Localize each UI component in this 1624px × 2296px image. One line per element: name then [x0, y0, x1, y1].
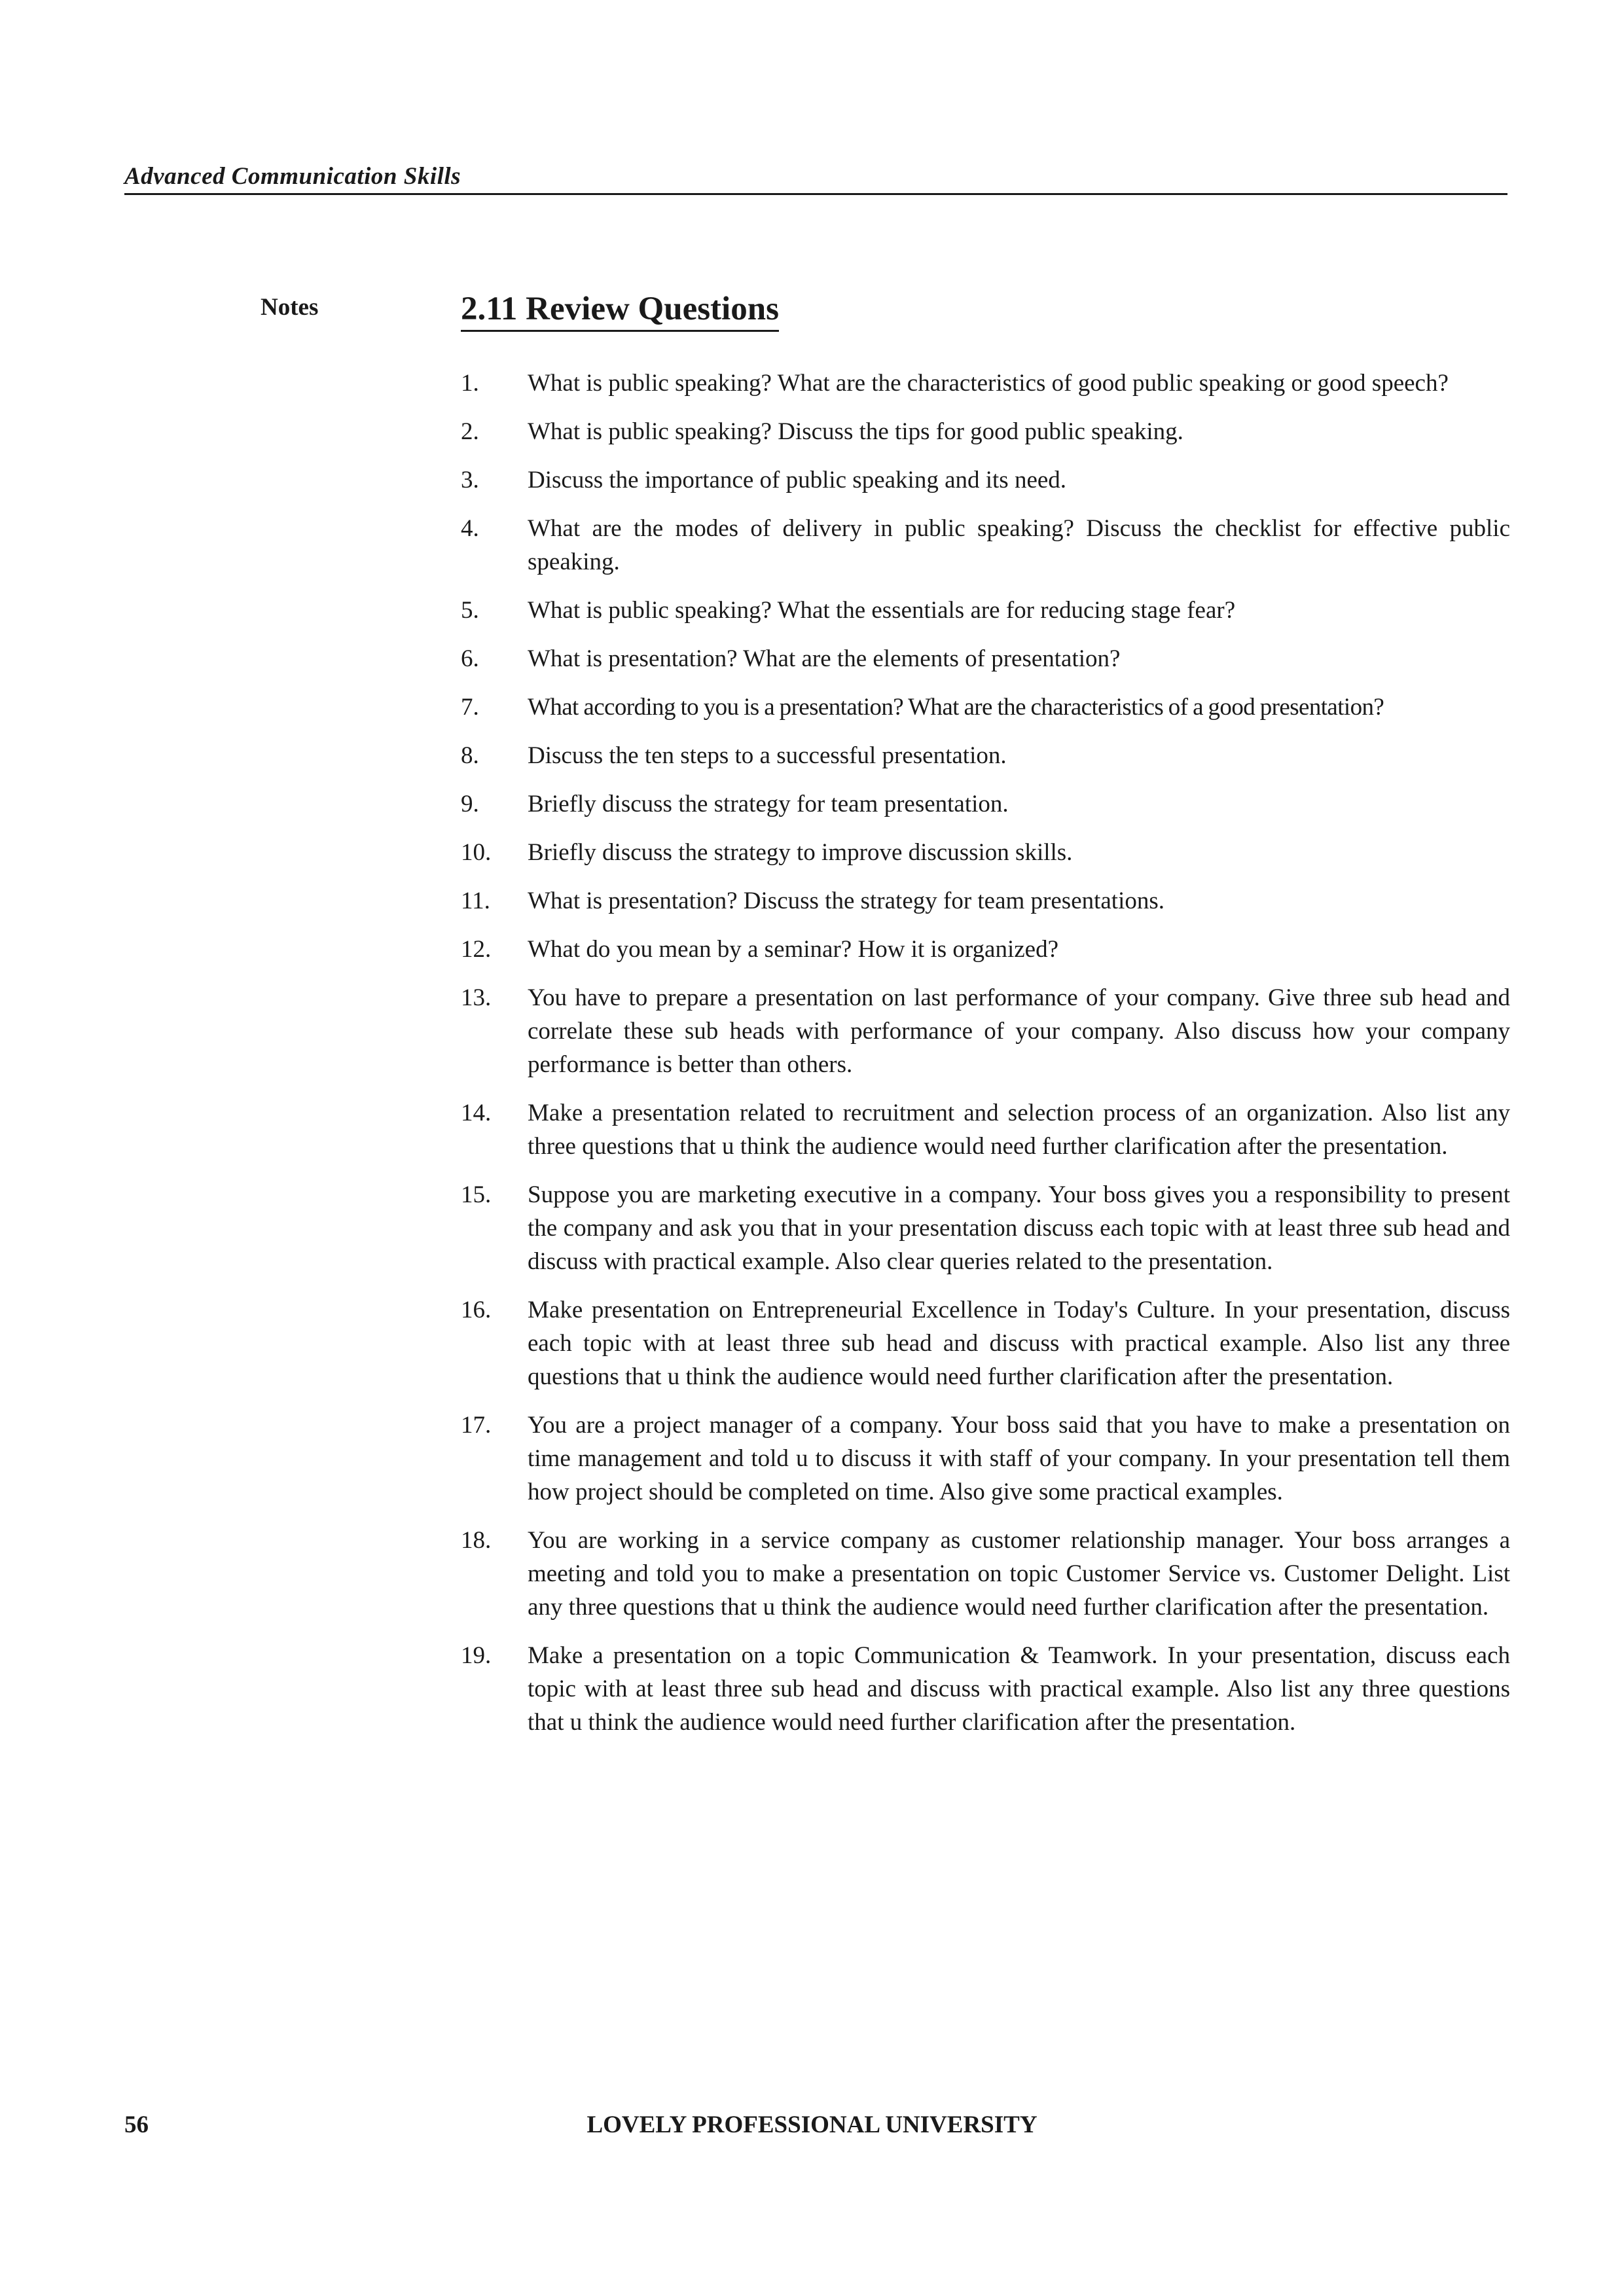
question-text: Make presentation on Entrepreneurial Excellence in Today's Culture. In your presentation, discuss each topic with at least three sub head and discuss with practical example. Also list any three questions that u think the audience would need further clarification after the presentation. — [528, 1297, 1510, 1390]
question-number: 5. — [461, 597, 479, 624]
question-number: 1. — [461, 370, 479, 397]
header-rule — [124, 193, 1507, 195]
question-number: 6. — [461, 645, 479, 672]
page-number: 56 — [124, 2111, 149, 2138]
question-number: 7. — [461, 694, 479, 721]
question-number: 3. — [461, 467, 479, 493]
margin-note-label: Notes — [261, 294, 319, 321]
question-text: What is public speaking? What the essentials are for reducing stage fear? — [528, 597, 1236, 624]
question-item — [461, 463, 1510, 497]
review-questions-list — [461, 367, 1510, 1754]
question-number: 18. — [461, 1527, 492, 1554]
question-item — [461, 594, 1510, 627]
footer-publisher: LOVELY PROFESSIONAL UNIVERSITY — [586, 2111, 1038, 2138]
question-item — [461, 884, 1510, 918]
question-item — [461, 512, 1510, 579]
question-text: What is presentation? What are the elements of presentation? — [528, 645, 1121, 672]
question-number: 16. — [461, 1297, 492, 1323]
question-text: Discuss the ten steps to a successful presentation. — [528, 742, 1007, 769]
question-item — [461, 415, 1510, 448]
question-number: 9. — [461, 791, 479, 817]
question-item — [461, 1293, 1510, 1393]
question-number: 8. — [461, 742, 479, 769]
question-item — [461, 739, 1510, 772]
question-text: What do you mean by a seminar? How it is organized? — [528, 936, 1059, 963]
question-item — [461, 1178, 1510, 1278]
question-text: Discuss the importance of public speaking and its need. — [528, 467, 1067, 493]
question-item — [461, 367, 1510, 400]
question-item — [461, 981, 1510, 1081]
question-text: Briefly discuss the strategy to improve discussion skills. — [528, 839, 1073, 866]
question-text: You are working in a service company as customer relationship manager. Your boss arranges a meeting and told you to make a presentation on topic Customer Service vs. Customer Delight. List any three questions that u think the audience would need further clarification after the presentation. — [528, 1527, 1510, 1621]
section-title: 2.11 Review Questions — [461, 291, 779, 332]
question-item — [461, 787, 1510, 821]
question-text: You are a project manager of a company. Your boss said that you have to make a presentation on time management and told u to discuss it with staff of your company. In your presentation tell them how project should be completed on time. Also give some practical examples. — [528, 1412, 1510, 1505]
question-text: What are the modes of delivery in public speaking? Discuss the checklist for effective public speaking. — [528, 515, 1510, 575]
question-text: Make a presentation on a topic Communication & Teamwork. In your presentation, discuss each topic with at least three sub head and discuss with practical example. Also list any three questions that u think the audience would need further clarification after the presentation. — [528, 1642, 1510, 1736]
question-item — [461, 642, 1510, 675]
question-number: 15. — [461, 1181, 492, 1208]
question-text: Make a presentation related to recruitment and selection process of an organization. Also list any three questions that u think the audience would need further clarification after the presentation. — [528, 1100, 1510, 1160]
question-number: 17. — [461, 1412, 492, 1439]
question-number: 10. — [461, 839, 492, 866]
question-text: What is public speaking? What are the characteristics of good public speaking or good speech? — [528, 370, 1449, 397]
question-item — [461, 1096, 1510, 1163]
running-header-title: Advanced Communication Skills — [124, 163, 461, 190]
question-item — [461, 836, 1510, 869]
question-item — [461, 1408, 1510, 1509]
question-item — [461, 1639, 1510, 1739]
question-text: What is public speaking? Discuss the tips for good public speaking. — [528, 418, 1183, 445]
question-text: You have to prepare a presentation on last performance of your company. Give three sub head and correlate these sub heads with performance of your company. Also discuss how your company performance is better than others. — [528, 984, 1510, 1078]
question-number: 19. — [461, 1642, 492, 1669]
question-number: 11. — [461, 888, 490, 914]
question-number: 13. — [461, 984, 492, 1011]
question-text: Suppose you are marketing executive in a company. Your boss gives you a responsibility to present the company and ask you that in your presentation discuss each topic with at least three sub head and discuss with practical example. Also clear queries related to the presentation. — [528, 1181, 1510, 1275]
question-number: 14. — [461, 1100, 492, 1126]
question-text: What according to you is a presentation? What are the characteristics of a good presentation? — [528, 694, 1384, 721]
question-item — [461, 933, 1510, 966]
question-item — [461, 691, 1510, 724]
question-text: Briefly discuss the strategy for team presentation. — [528, 791, 1009, 817]
question-number: 12. — [461, 936, 492, 963]
question-text: What is presentation? Discuss the strategy for team presentations. — [528, 888, 1165, 914]
question-number: 4. — [461, 515, 479, 542]
question-number: 2. — [461, 418, 479, 445]
question-item — [461, 1524, 1510, 1624]
